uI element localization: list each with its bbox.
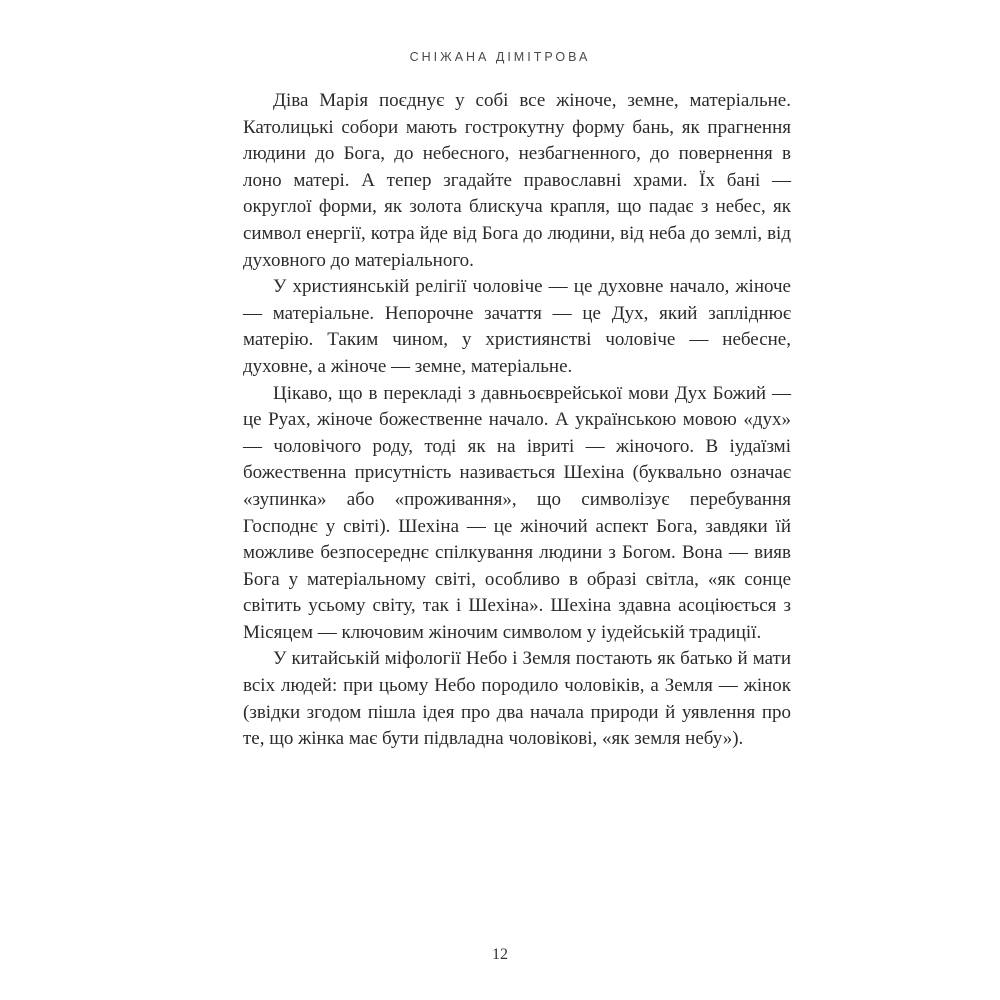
paragraph: У китайській міфології Небо і Земля постають як батько й мати всіх людей: при цьому Небо породило чоловіків, а Земля — жінок (звідки згодом пішла ідея про два начала природи й уявлення про те, що жінка має бути підвладна чоловікові, «як земля небу»). xyxy=(243,648,791,750)
running-head-author: СНІЖАНА ДІМІТРОВА xyxy=(409,50,591,64)
text-block xyxy=(243,88,791,753)
paragraph: Діва Марія поєднує у собі все жіноче, земне, матеріальне. Католицькі собори мають гострокутну форму бань, як прагнення людини до Бога, до небесного, незбагненного, до повернення в лоно матері. А тепер згадайте православні храми. Їх бані — округлої форми, як золота блискуча крапля, що падає з небес, як символ енергії, котра йде від Бога до людини, від неба до землі, від духовного до матеріального. xyxy=(243,90,791,271)
paragraph: У християнській релігії чоловіче — це духовне начало, жіноче — матеріальне. Непорочне зачаття — це Дух, який запліднює матерію. Таким чином, у християнстві чоловіче — небесне, духовне, а жіноче — земне, матеріальне. xyxy=(243,276,791,377)
page-number: 12 xyxy=(492,946,508,963)
paragraph: Цікаво, що в перекладі з давньоєврейської мови Дух Божий — це Руах, жіноче божественне начало. А українською мовою «дух» — чоловічого роду, тоді як на івриті — жіночого. В іудаїзмі божественна присутність називається Шехіна (буквально означає «зупинка» або «проживання», що символізує перебування Господнє у світі). Шехіна — це жіночий аспект Бога, завдяки їй можливе безпосереднє спілкування людини з Богом. Вона — вияв Бога у матеріальному світі, особливо в образі світла, «як сонце світить усьому світу, так і Шехіна». Шехіна здавна асоціюється з Місяцем — ключовим жіночим символом у іудейській традиції. xyxy=(243,382,791,643)
